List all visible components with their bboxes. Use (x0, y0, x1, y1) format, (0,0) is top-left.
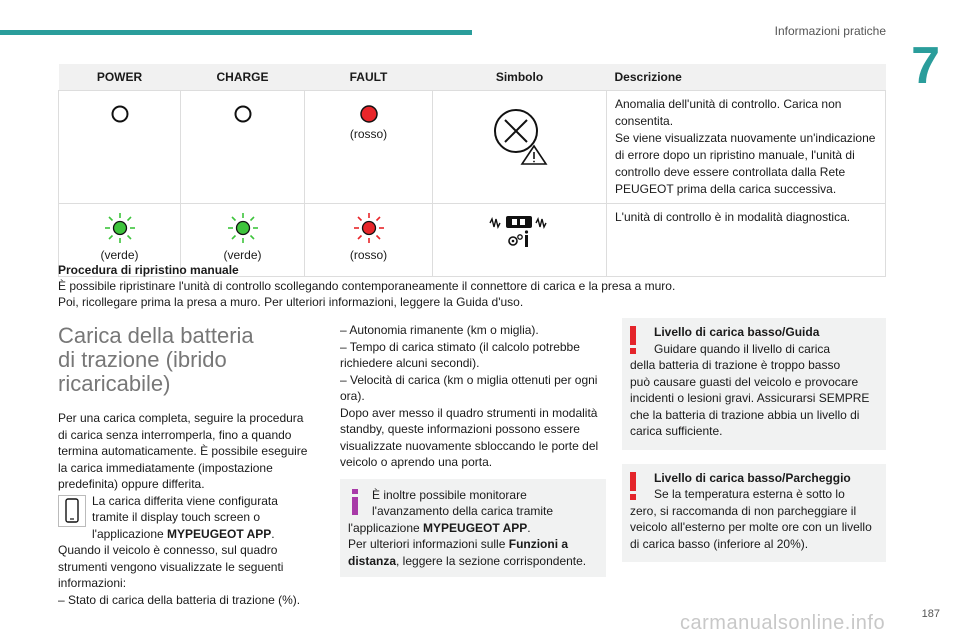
description-line: Anomalia dell'unità di controllo. Carica non (615, 97, 842, 111)
warning-line: Se la temperatura esterna è sotto lo (654, 487, 845, 501)
section-title (58, 324, 312, 396)
info-line: Dopo aver messo il quadro strumenti in modalità (340, 405, 598, 420)
warning-box-driving (622, 318, 886, 450)
info-text: . (527, 520, 531, 535)
page-number: 187 (921, 608, 940, 620)
col-header-fault: FAULT (305, 64, 433, 91)
led-red-on-icon (359, 104, 379, 124)
warning-line: incidenti o lesioni gravi. Assicurarsi SEMPRE (630, 391, 870, 405)
warning-line: di carica basso (inferiore al 20%). (630, 536, 809, 551)
led-caption: (verde) (100, 248, 139, 262)
symbol-cell (433, 91, 607, 204)
section-title-line: di trazione (ibrido (58, 347, 227, 372)
warning-line: della batteria di trazione è troppo basso (630, 358, 841, 372)
info-box (340, 479, 606, 578)
app-name: MYPEUGEOT APP (423, 520, 528, 535)
led-off-icon (110, 104, 130, 124)
info-box-line: È inoltre possibile monitorare (372, 487, 527, 502)
led-caption: (verde) (223, 248, 262, 262)
info-text: , leggere la sezione corrispondente. (396, 553, 587, 568)
table-header-row (59, 64, 886, 91)
description-line: PEUGEOT prima della carica successiva. (615, 182, 837, 196)
description-line: di errore dopo un ripristino manuale, l'unità di (615, 148, 855, 162)
section-title-line: ricaricabile) (58, 371, 171, 396)
intro-line: predefinita) oppure differita. (58, 477, 205, 491)
intro-line: termina automaticamente. È possibile eseguire (58, 444, 308, 458)
description-line: Se viene visualizzata nuovamente un'indicazione (615, 131, 876, 145)
header-accent-bar (0, 30, 472, 35)
info-line: – Autonomia rimanente (km o miglia). (340, 323, 539, 337)
led-caption: (rosso) (349, 127, 388, 141)
info-box-line (348, 536, 598, 553)
info-box-line (348, 553, 598, 570)
app-text-end: . (271, 526, 275, 541)
warning-icon (628, 326, 638, 354)
reset-procedure (58, 262, 898, 310)
led-status-table (58, 64, 886, 277)
connected-line: – Stato di carica della batteria di trazione (%). (58, 592, 301, 607)
charge-cell (181, 91, 305, 204)
info-bold: Funzioni a (508, 537, 569, 551)
procedure-line: È possibile ripristinare l'unità di controllo scollegando contemporaneamente il connettore di carica e la presa a muro. (58, 279, 676, 293)
procedure-line: Poi, ricollegare prima la presa a muro. Per ulteriori informazioni, leggere la Guida d'uso. (58, 295, 524, 309)
info-line: standby, queste informazioni possono essere (340, 422, 580, 436)
middle-column (340, 322, 606, 577)
info-line: ora). (340, 389, 365, 403)
description-cell (607, 91, 886, 204)
connected-line: Quando il veicolo è connesso, sul quadro (58, 543, 278, 557)
col-header-charge: CHARGE (181, 64, 305, 91)
warning-box-parking (622, 464, 886, 563)
cross-warning-icon (490, 106, 550, 166)
left-column (58, 324, 312, 608)
warning-title: Livello di carica basso/Guida (654, 325, 820, 339)
warning-line: carica sufficiente. (630, 424, 723, 438)
app-name: MYPEUGEOT APP (167, 526, 272, 541)
col-header-description: Descrizione (607, 64, 886, 91)
info-line: veicolo o aprendo una porta. (340, 455, 493, 469)
table-row (59, 91, 886, 204)
header-title: Informazioni pratiche (774, 24, 886, 38)
app-text: La carica differita viene configurata tramite il display touch screen o l'applicazione (92, 493, 278, 541)
chapter-number: 7 (911, 37, 940, 95)
warning-line: veicolo all'esterno per molte ore con un livello (630, 520, 872, 534)
smartphone-app-icon (58, 495, 86, 527)
warning-line: Guidare quando il livello di carica (654, 341, 831, 356)
col-header-symbol: Simbolo (433, 64, 607, 91)
info-text: Per ulteriori informazioni sulle (348, 537, 509, 551)
procedure-title: Procedura di ripristino manuale (58, 263, 239, 277)
info-line: visualizzate nuovamente sbloccando le porte del (340, 438, 599, 453)
section-title-line: Carica della batteria (58, 323, 254, 348)
info-box-line: l'avanzamento della carica tramite (372, 504, 554, 518)
warning-line: può causare guasti del veicolo e provocare (630, 374, 859, 389)
info-text: l'applicazione (348, 520, 424, 535)
connected-line: strumenti vengono visualizzate le seguenti (58, 559, 284, 574)
info-line: – Tempo di carica stimato (il calcolo potrebbe (340, 339, 580, 354)
info-icon (350, 489, 360, 515)
description-line: L'unità di controllo è in modalità diagnostica. (615, 210, 851, 224)
description-line: consentita. (615, 114, 674, 128)
diagnostic-icon (488, 213, 552, 253)
warning-icon (628, 472, 638, 500)
led-red-blinking-icon (352, 211, 386, 245)
led-caption: (rosso) (349, 248, 388, 262)
led-green-blinking-icon (103, 211, 137, 245)
led-off-icon (233, 104, 253, 124)
right-column (622, 318, 886, 576)
info-line: – Velocità di carica (km o miglia ottenuti per ogni (340, 372, 598, 387)
watermark: carmanualsonline.info (680, 612, 886, 634)
intro-line: di carica senza interromperla, fino a quando (58, 427, 292, 442)
col-header-power: POWER (59, 64, 181, 91)
info-bold: distanza (348, 553, 397, 568)
intro-line: Per una carica completa, seguire la procedura (58, 411, 304, 425)
description-line: controllo deve essere controllata dalla Rete (615, 165, 846, 179)
connected-line: informazioni: (58, 576, 127, 590)
info-box-line (348, 520, 598, 537)
deferred-charge-note (58, 493, 312, 543)
info-line: richiedere alcuni secondi). (340, 356, 480, 370)
fault-cell (305, 91, 433, 204)
led-green-blinking-icon (226, 211, 260, 245)
warning-line: che la batteria di trazione abbia un livello di (630, 407, 860, 422)
intro-line: la carica immediatamente (impostazione (58, 460, 273, 475)
warning-title: Livello di carica basso/Parcheggio (654, 470, 851, 485)
power-cell (59, 91, 181, 204)
warning-line: zero, si raccomanda di non parcheggiare il (630, 503, 857, 518)
